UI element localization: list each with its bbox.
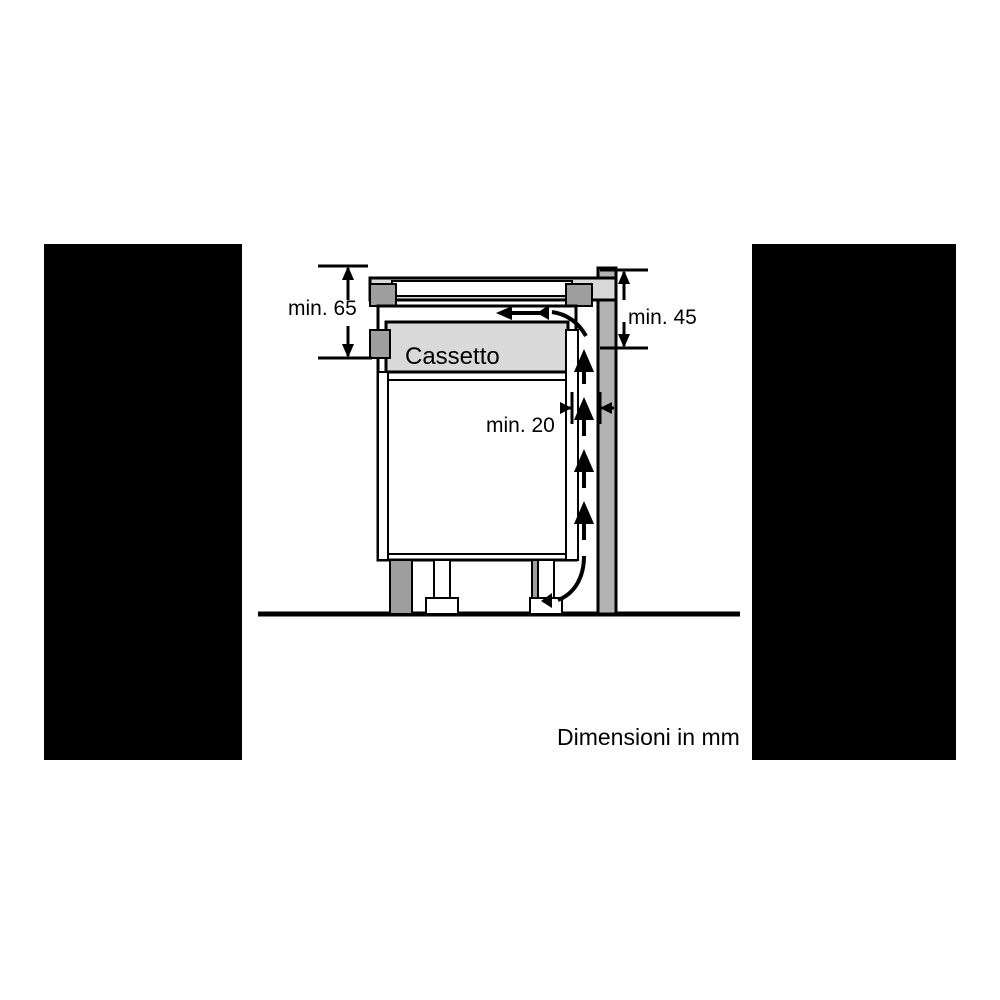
- drawer-front-lip: [370, 330, 390, 358]
- dimension-label-min-65: min. 65: [288, 297, 357, 320]
- cooktop-right-clamp: [566, 284, 592, 306]
- dimension-label-min-20: min. 20: [486, 414, 555, 437]
- cooktop-left-clamp: [370, 284, 396, 306]
- cavity-inner: [386, 380, 568, 554]
- cooktop-glass: [392, 281, 572, 296]
- dim-min45-arrow-down: [618, 334, 630, 348]
- cabinet-left-post: [378, 372, 388, 560]
- units-note: Dimensioni in mm: [557, 724, 740, 750]
- foot-left-base: [426, 598, 458, 614]
- foot-left: [434, 560, 450, 598]
- dim-min45-arrow-up: [618, 270, 630, 284]
- wall-slab: [598, 268, 616, 614]
- dim-min65-arrow-down: [342, 344, 354, 358]
- dimension-label-min-45: min. 45: [628, 306, 697, 329]
- foot-right: [538, 560, 554, 598]
- dim-min65-arrow-up: [342, 266, 354, 280]
- airflow-curve-bottom: [558, 556, 584, 600]
- plinth-left: [390, 560, 412, 614]
- cabinet-right-post: [566, 330, 578, 560]
- drawer-label: Cassetto: [405, 343, 500, 370]
- airflow-arrows-vertical: [577, 354, 591, 540]
